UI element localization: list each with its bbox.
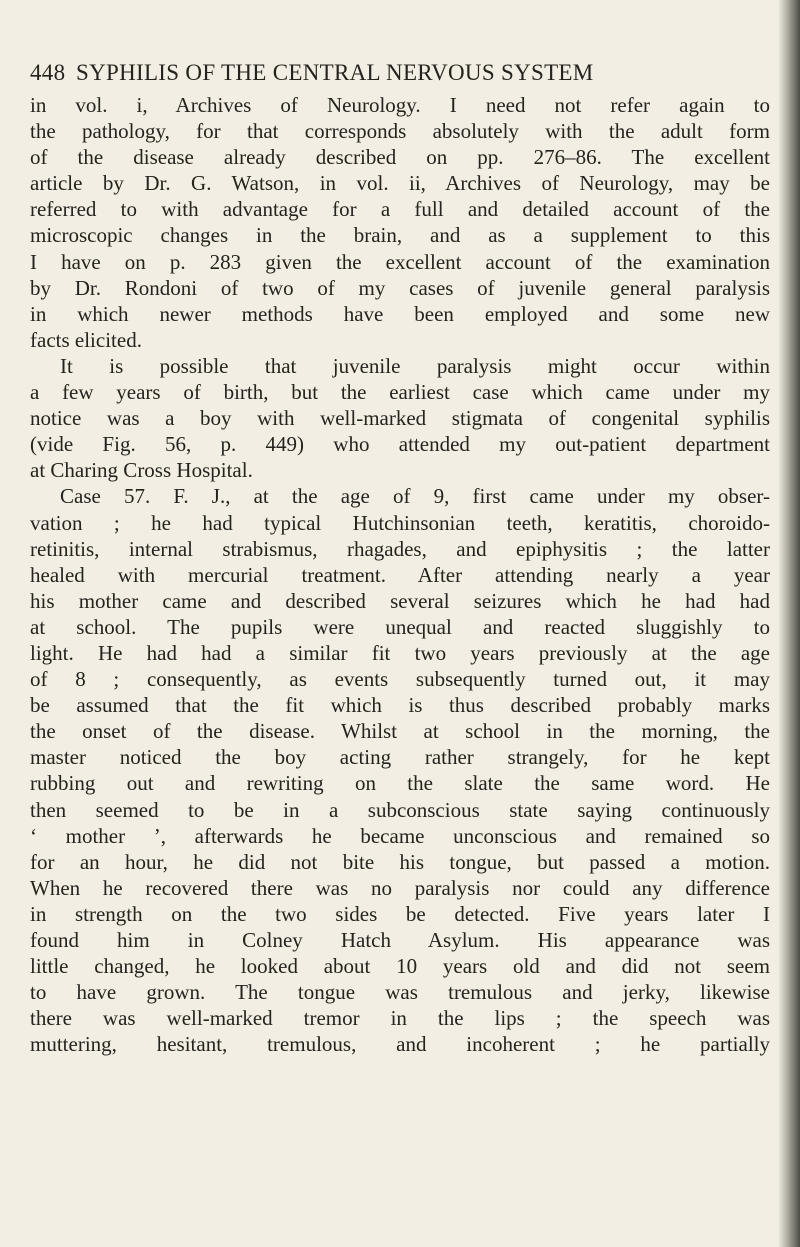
page-edge-shadow [778, 0, 800, 1247]
text-line: light. He had had a similar fit two years previously at the age [30, 640, 770, 665]
text-line: master noticed the boy acting rather strangely, for he kept [30, 745, 770, 770]
text-line: Case 57. F. J., at the age of 9, first came under my obser- [60, 484, 770, 509]
text-line: then seemed to be in a subconscious state saying continuously [30, 797, 770, 822]
text-line: rubbing out and rewriting on the slate the same word. He [30, 771, 770, 796]
text-line: found him in Colney Hatch Asylum. His appearance was [30, 928, 770, 952]
text-line: retinitis, internal strabismus, rhagades, and epiphysitis ; the latter [30, 536, 770, 561]
text-line: to have grown. The tongue was tremulous and jerky, likewise [30, 980, 770, 1005]
text-line: It is possible that juvenile paralysis might occur within [60, 353, 770, 378]
text-line: healed with mercurial treatment. After attending nearly a year [30, 562, 770, 587]
text-line: there was well-marked tremor in the lips ; the speech was [30, 1006, 770, 1031]
text-line: for an hour, he did not bite his tongue, but passed a motion. [30, 849, 770, 874]
text-line: article by Dr. G. Watson, in vol. ii, Archives of Neurology, may be [30, 171, 770, 196]
text-line: little changed, he looked about 10 years old and did not seem [30, 954, 770, 979]
text-line: (vide Fig. 56, p. 449) who attended my out-patient department [30, 432, 770, 457]
text-line: When he recovered there was no paralysis nor could any difference [30, 875, 770, 900]
text-line: be assumed that the fit which is thus described probably marks [30, 693, 770, 718]
text-line: microscopic changes in the brain, and as a supplement to this [30, 223, 770, 248]
text-line: the pathology, for that corresponds absolutely with the adult form [30, 119, 770, 144]
text-line: in which newer methods have been employed and some new [30, 301, 770, 326]
text-line: in vol. i, Archives of Neurology. I need not refer again to [30, 93, 770, 117]
text-line: by Dr. Rondoni of two of my cases of juvenile general paralysis [30, 275, 770, 300]
text-line: of 8 ; consequently, as events subsequently turned out, it may [30, 667, 770, 692]
text-line: notice was a boy with well-marked stigmata of congenital syphilis [30, 406, 770, 431]
text-line: facts elicited. [30, 327, 142, 352]
text-line: referred to with advantage for a full and detailed account of the [30, 197, 770, 222]
page-header [30, 60, 770, 86]
page-number: 448 [30, 60, 66, 85]
text-line: ‘ mother ’, afterwards he became unconscious and remained so [30, 823, 770, 848]
text-line: his mother came and described several seizures which he had had [30, 588, 770, 613]
text-line: in strength on the two sides be detected. Five years later I [30, 901, 770, 926]
text-line: muttering, hesitant, tremulous, and incoherent ; he partially [30, 1032, 770, 1057]
running-head: SYPHILIS OF THE CENTRAL NERVOUS SYSTEM [76, 60, 594, 85]
text-line: the onset of the disease. Whilst at school in the morning, the [30, 719, 770, 744]
text-line: at school. The pupils were unequal and reacted sluggishly to [30, 614, 770, 639]
text-line: at Charing Cross Hospital. [30, 458, 253, 483]
text-line: a few years of birth, but the earliest case which came under my [30, 380, 770, 405]
text-line: vation ; he had typical Hutchinsonian teeth, keratitis, choroido- [30, 510, 770, 535]
text-line: of the disease already described on pp. 276–86. The excellent [30, 145, 770, 170]
body-text [30, 92, 770, 1057]
text-line: I have on p. 283 given the excellent account of the examination [30, 249, 770, 274]
